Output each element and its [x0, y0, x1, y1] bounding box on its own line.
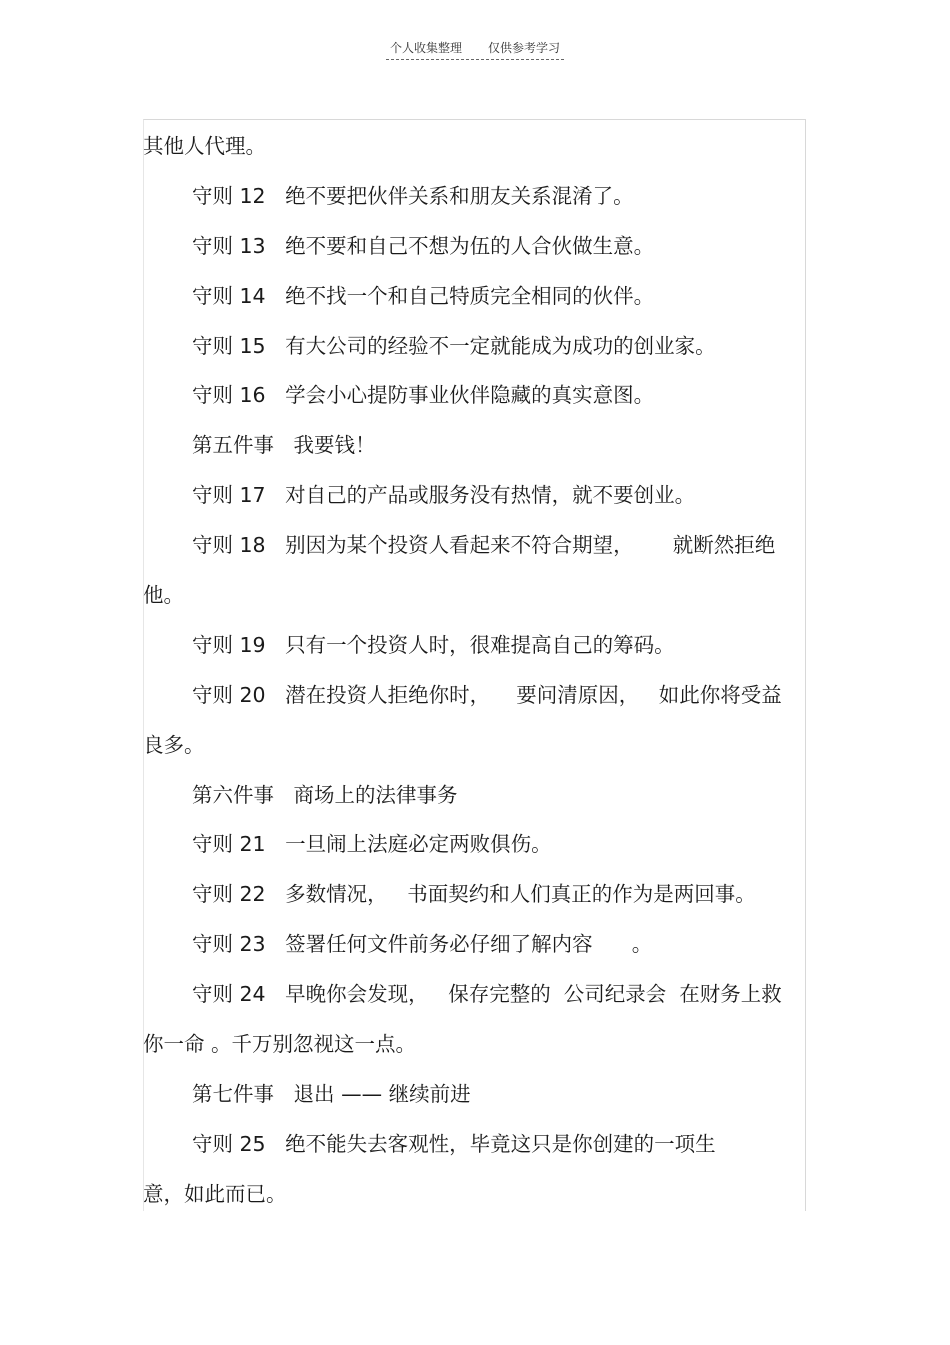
rule-line: 守则 25 绝不能失去客观性，毕竟这只是你创建的一项生: [192, 1131, 716, 1156]
header-left-text: 个人收集整理: [389, 41, 462, 55]
text-line: 你一命 。千万别忽视这一点。: [143, 1032, 417, 1057]
rule-line: 守则 17 对自己的产品或服务没有热情，就不要创业。: [192, 483, 696, 508]
rule-line: 守则 20 潜在投资人拒绝你时， 要问清原因， 如此你将受益: [192, 682, 782, 707]
section-heading: 第五件事 我要钱！: [192, 433, 376, 458]
section-heading: 第六件事 商场上的法律事务: [192, 782, 458, 807]
rule-line: 守则 24 早晚你会发现， 保存完整的 公司纪录会 在财务上救: [192, 982, 782, 1007]
rule-line: 守则 14 绝不找一个和自己特质完全相同的伙伴。: [192, 283, 655, 308]
document-body: [143, 122, 798, 1220]
rule-line: 守则 19 只有一个投资人时，很难提高自己的筹码。: [192, 632, 675, 657]
page-header: [0, 39, 950, 60]
header-right-text: 仅供参考学习: [488, 41, 561, 55]
rule-line: 守则 23 签署任何文件前务必仔细了解内容 。: [192, 932, 653, 957]
text-line: 良多。: [143, 732, 205, 757]
rule-line: 守则 16 学会小心提防事业伙伴隐藏的真实意图。: [192, 383, 655, 408]
rule-line: 守则 13 绝不要和自己不想为伍的人合伙做生意。: [192, 233, 655, 258]
header-underline: [386, 39, 564, 60]
rule-line: 守则 22 多数情况， 书面契约和人们真正的作为是两回事。: [192, 882, 756, 907]
rule-line: 守则 18 别因为某个投资人看起来不符合期望， 就断然拒绝: [192, 533, 776, 558]
text-line: 他。: [143, 583, 184, 608]
rule-line: 守则 12 绝不要把伙伴关系和朋友关系混淆了。: [192, 183, 634, 208]
text-line: 意，如此而已。: [143, 1181, 287, 1206]
rule-line: 守则 15 有大公司的经验不一定就能成为成功的创业家。: [192, 333, 716, 358]
text-line: 其他人代理。: [143, 134, 266, 158]
rule-line: 守则 21 一旦闹上法庭必定两败俱伤。: [192, 832, 552, 857]
section-heading: 第七件事 退出 —— 继续前进: [192, 1081, 471, 1106]
